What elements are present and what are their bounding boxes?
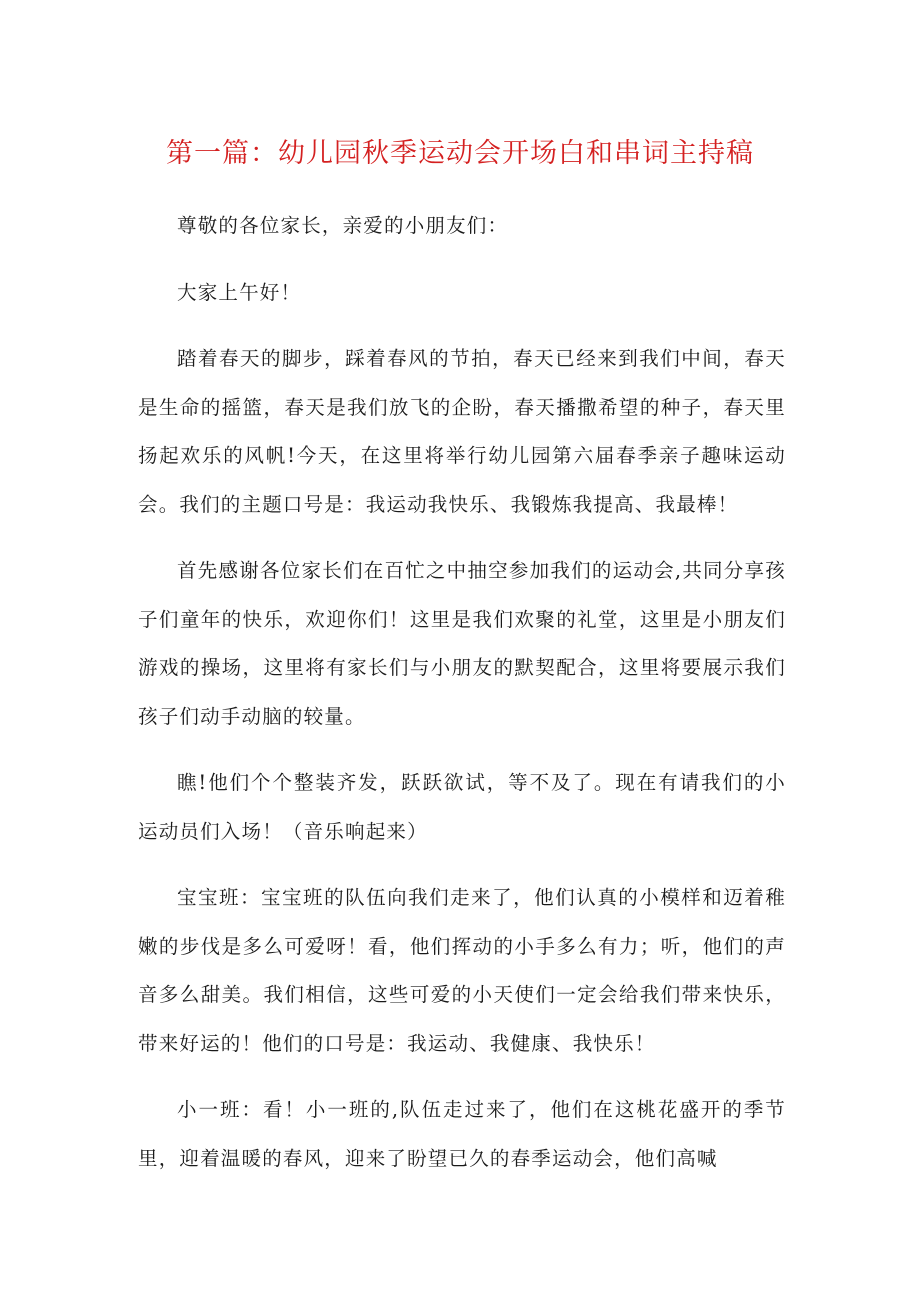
paragraph-greeting: 尊敬的各位家长，亲爱的小朋友们： [177, 214, 509, 237]
paragraph-thanks: 首先感谢各位家长们在百忙之中抽空参加我们的运动会,共同分享孩子们童年的快乐，欢迎你们！这里是我们欢聚的礼堂，这里是小朋友们游戏的操场，这里将有家长们与小朋友的默契配合，这里将要展示我们孩子们动手动脑的较量。 [138, 559, 786, 728]
paragraph-athletes-entry: 瞧!他们个个整装齐发，跃跃欲试，等不及了。现在有请我们的小运动员们入场！（音乐响起来） [138, 771, 786, 843]
document-title: 第一篇：幼儿园秋季运动会开场白和串词主持稿 [166, 138, 754, 169]
paragraph-baby-class: 宝宝班：宝宝班的队伍向我们走来了，他们认真的小模样和迈着稚嫩的步伐是多么可爱呀！看，他们挥动的小手多么有力；听，他们的声音多么甜美。我们相信，这些可爱的小天使们一定会给我们带来快乐，带来好运的！他们的口号是：我运动、我健康、我快乐！ [138, 886, 786, 1055]
paragraph-good-morning: 大家上午好！ [177, 280, 302, 304]
paragraph-class-one: 小一班：看！小一班的,队伍走过来了，他们在这桃花盛开的季节里，迎着温暖的春风，迎来了盼望已久的春季运动会，他们高喊 [138, 1098, 786, 1170]
paragraph-spring-intro: 踏着春天的脚步，踩着春风的节拍，春天已经来到我们中间，春天是生命的摇篮，春天是我们放飞的企盼，春天播撒希望的种子，春天里扬起欢乐的风帆!今天，在这里将举行幼儿园第六届春季亲子趣味运动会。我们的主题口号是：我运动我快乐、我锻炼我提高、我最棒！ [138, 347, 786, 516]
document-body [138, 202, 786, 1201]
